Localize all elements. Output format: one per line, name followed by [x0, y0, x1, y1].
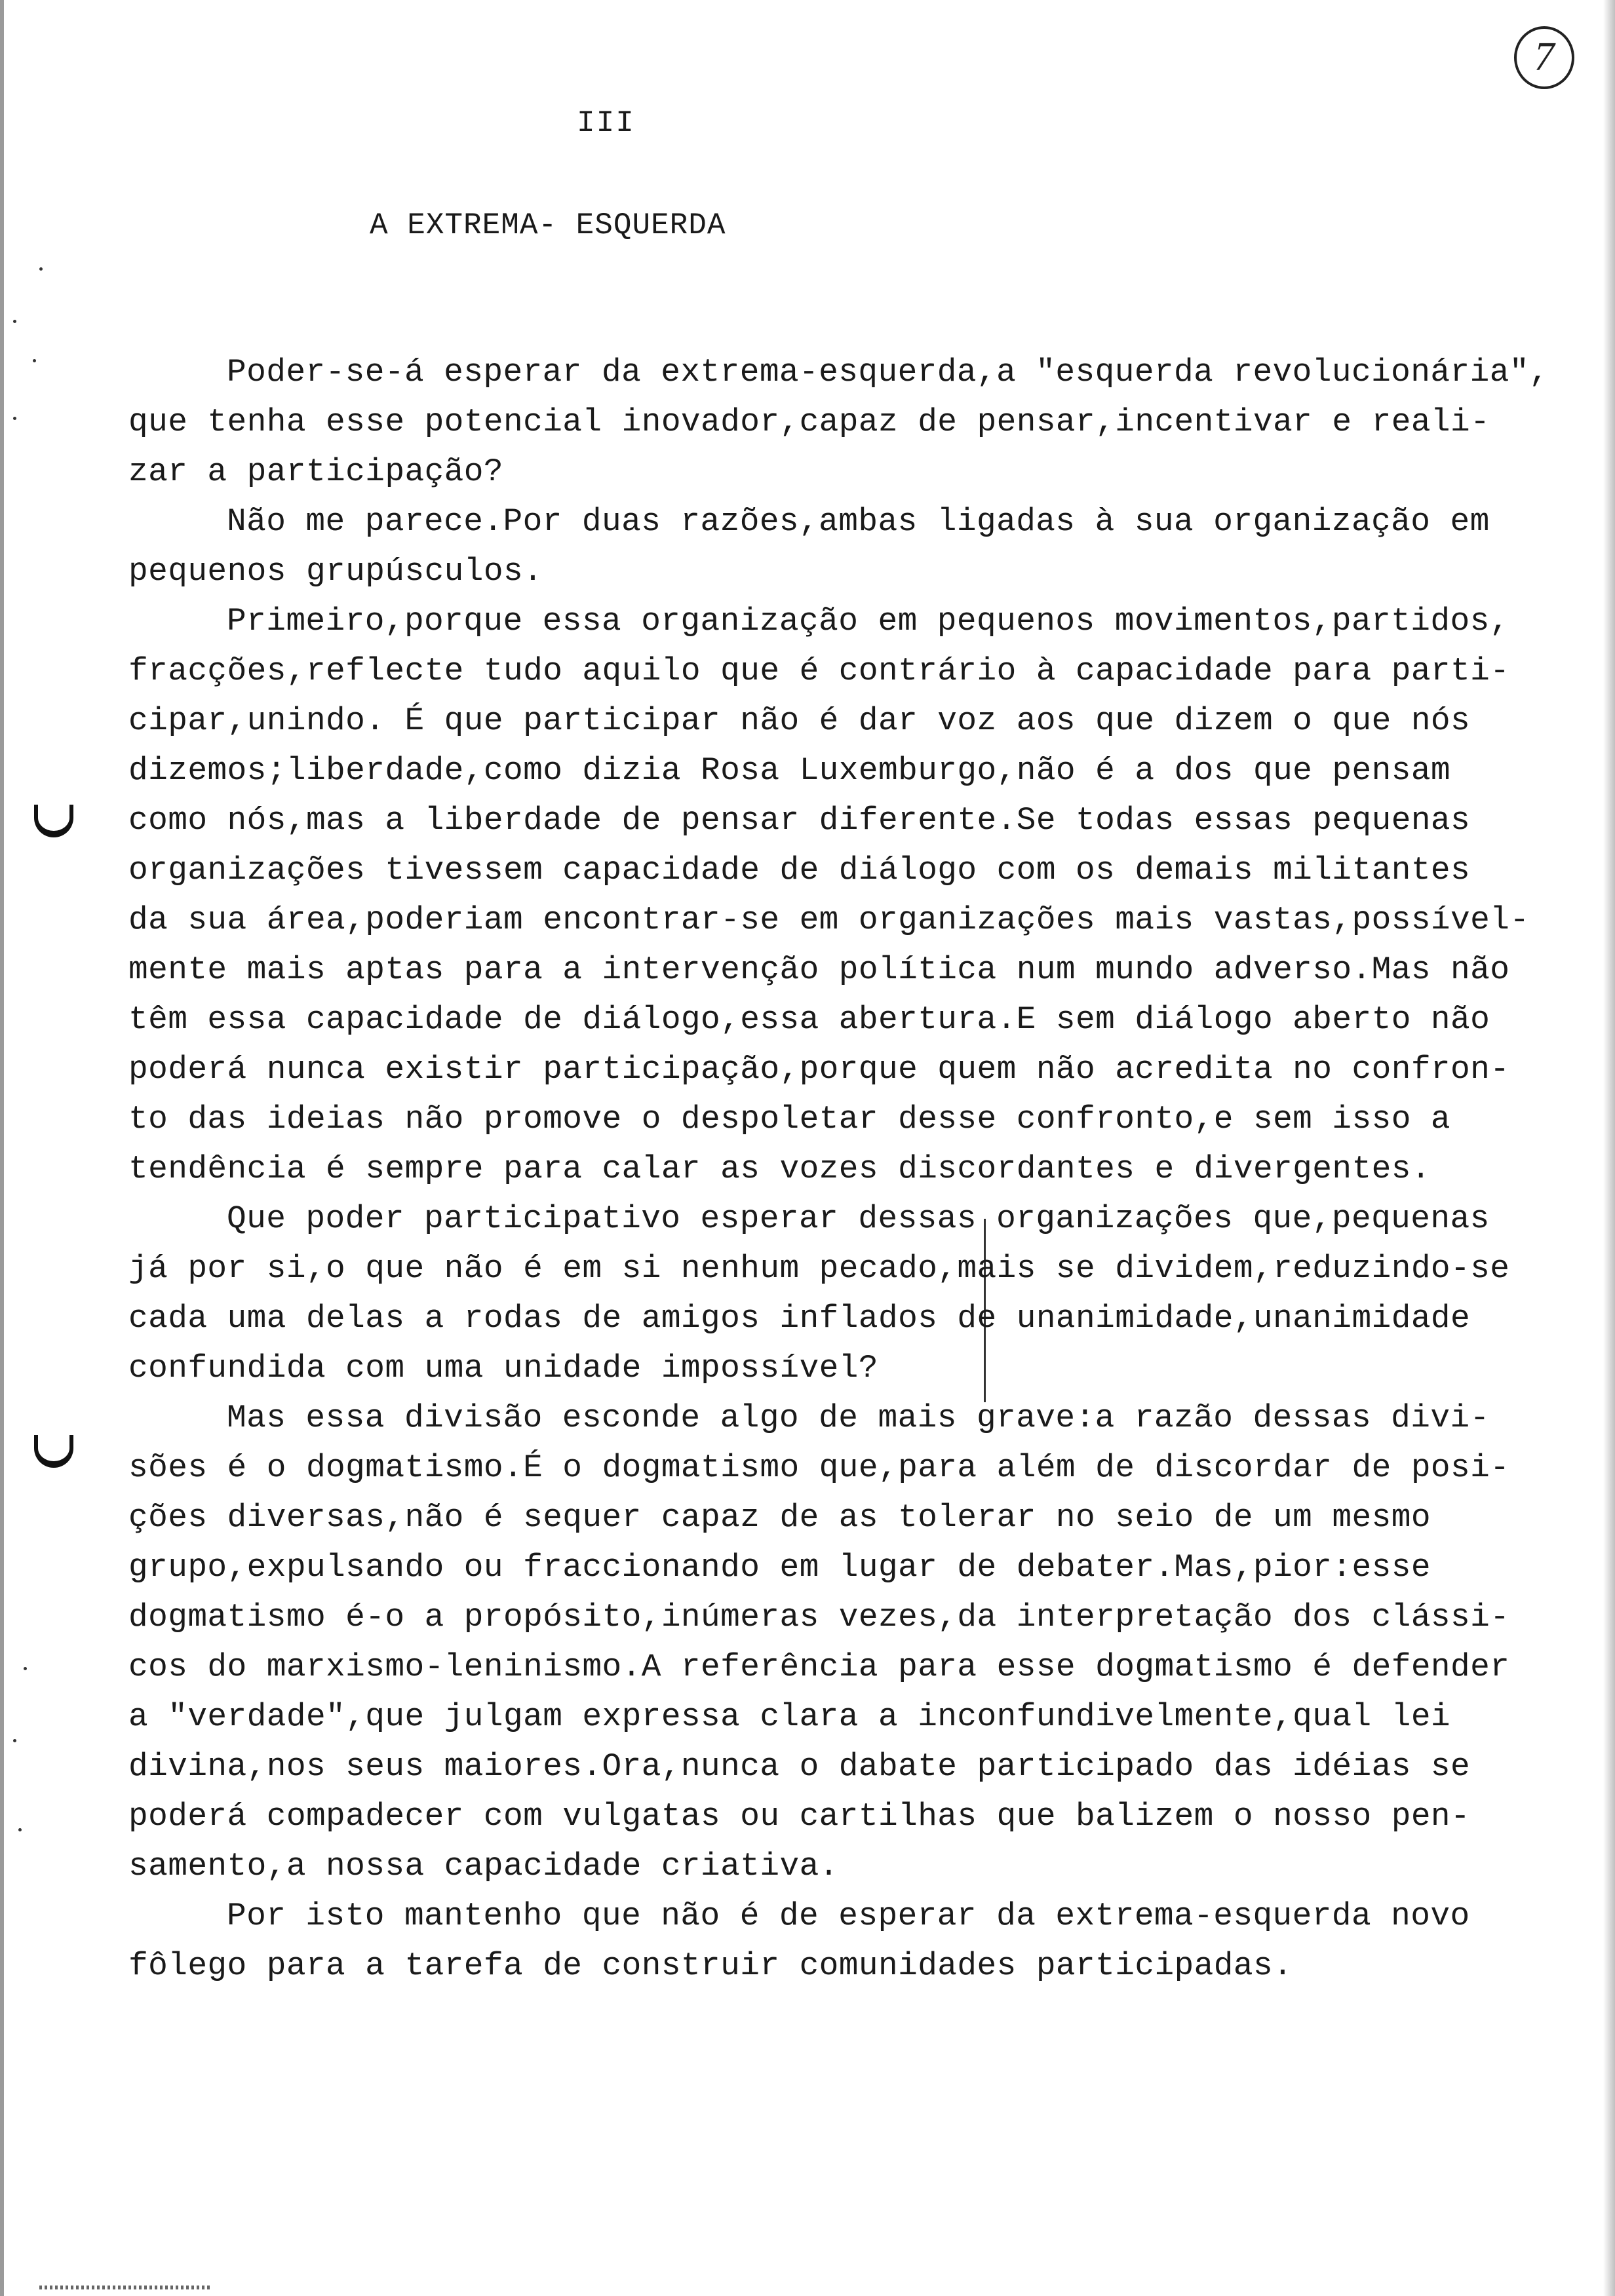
margin-mark — [13, 320, 16, 323]
text-line: Mas essa divisão esconde algo de mais grave:a razão dessas divi- — [227, 1400, 1490, 1436]
punch-hole-top — [34, 805, 73, 837]
text-line: já por si,o que não é em si nenhum pecado,mais se dividem,reduzindo-se — [128, 1250, 1510, 1287]
text-line: Por isto mantenho que não é de esperar da extrema-esquerda novo — [227, 1898, 1470, 1934]
text-line: fracções,reflecte tudo aquilo que é contrário à capacidade para parti- — [128, 653, 1510, 689]
punch-hole-bottom — [34, 1435, 73, 1468]
text-line: pequenos grupúsculos. — [128, 553, 543, 590]
bottom-scan-edge — [39, 2286, 210, 2289]
margin-mark — [13, 417, 16, 420]
text-line: divina,nos seus maiores.Ora,nunca o dabate participado das idéias se — [128, 1748, 1471, 1785]
text-line: cipar,unindo. É que participar não é dar voz aos que dizem o que nós — [128, 702, 1471, 739]
page-left-edge — [0, 0, 4, 2296]
margin-mark — [33, 359, 36, 362]
text-line: poderá compadecer com vulgatas ou cartilhas que balizem o nosso pen- — [128, 1798, 1471, 1835]
text-line: sões é o dogmatismo.É o dogmatismo que,para além de discordar de posi- — [128, 1449, 1510, 1486]
page-number: 7 — [1514, 26, 1574, 89]
text-line: ções diversas,não é sequer capaz de as tolerar no seio de um mesmo — [128, 1499, 1431, 1536]
text-line: Não me parece.Por duas razões,ambas ligadas à sua organização em — [227, 503, 1490, 540]
text-line: to das ideias não promove o despoletar desse confronto,e sem isso a — [128, 1101, 1451, 1138]
page-right-edge — [1603, 0, 1615, 2296]
text-line: poderá nunca existir participação,porque quem não acredita no confron- — [128, 1051, 1510, 1088]
text-line: Poder-se-á esperar da extrema-esquerda,a "esquerda revolucionária", — [227, 354, 1549, 391]
section-title: A EXTREMA- ESQUERDA — [370, 208, 726, 242]
text-line: dogmatismo é-o a propósito,inúmeras vezes,da interpretação dos clássi- — [128, 1599, 1510, 1636]
text-line: fôlego para a tarefa de construir comunidades participadas. — [128, 1947, 1293, 1984]
text-line: Que poder participativo esperar dessas organizações que,pequenas — [227, 1200, 1490, 1237]
text-line: tendência é sempre para calar as vozes discordantes e divergentes. — [128, 1151, 1431, 1187]
text-line: têm essa capacidade de diálogo,essa abertura.E sem diálogo aberto não — [128, 1001, 1490, 1038]
text-line: organizações tivessem capacidade de diálogo com os demais militantes — [128, 852, 1471, 889]
text-line: samento,a nossa capacidade criativa. — [128, 1848, 839, 1885]
text-line: grupo,expulsando ou fraccionando em lugar de debater.Mas,pior:esse — [128, 1549, 1431, 1586]
margin-mark — [24, 1667, 27, 1670]
text-line: zar a participação? — [128, 453, 503, 490]
text-line: como nós,mas a liberdade de pensar diferente.Se todas essas pequenas — [128, 802, 1471, 839]
margin-mark — [39, 267, 43, 271]
margin-mark — [18, 1828, 22, 1831]
text-line: que tenha esse potencial inovador,capaz de pensar,incentivar e reali- — [128, 404, 1490, 440]
text-line: da sua área,poderiam encontrar-se em organizações mais vastas,possível- — [128, 902, 1530, 938]
margin-mark — [13, 1739, 16, 1742]
text-line: cos do marxismo-leninismo.A referência para esse dogmatismo é defender — [128, 1649, 1510, 1685]
text-line: dizemos;liberdade,como dizia Rosa Luxemburgo,não é a dos que pensam — [128, 752, 1451, 789]
text-line: mente mais aptas para a intervenção política num mundo adverso.Mas não — [128, 951, 1510, 988]
chapter-number: III — [577, 106, 635, 140]
text-line: confundida com uma unidade impossível? — [128, 1350, 878, 1387]
text-line: a "verdade",que julgam expressa clara a inconfundivelmente,qual lei — [128, 1698, 1451, 1735]
text-line: cada uma delas a rodas de amigos inflados de unanimidade,unanimidade — [128, 1300, 1471, 1337]
text-line: Primeiro,porque essa organização em pequenos movimentos,partidos, — [227, 603, 1509, 640]
